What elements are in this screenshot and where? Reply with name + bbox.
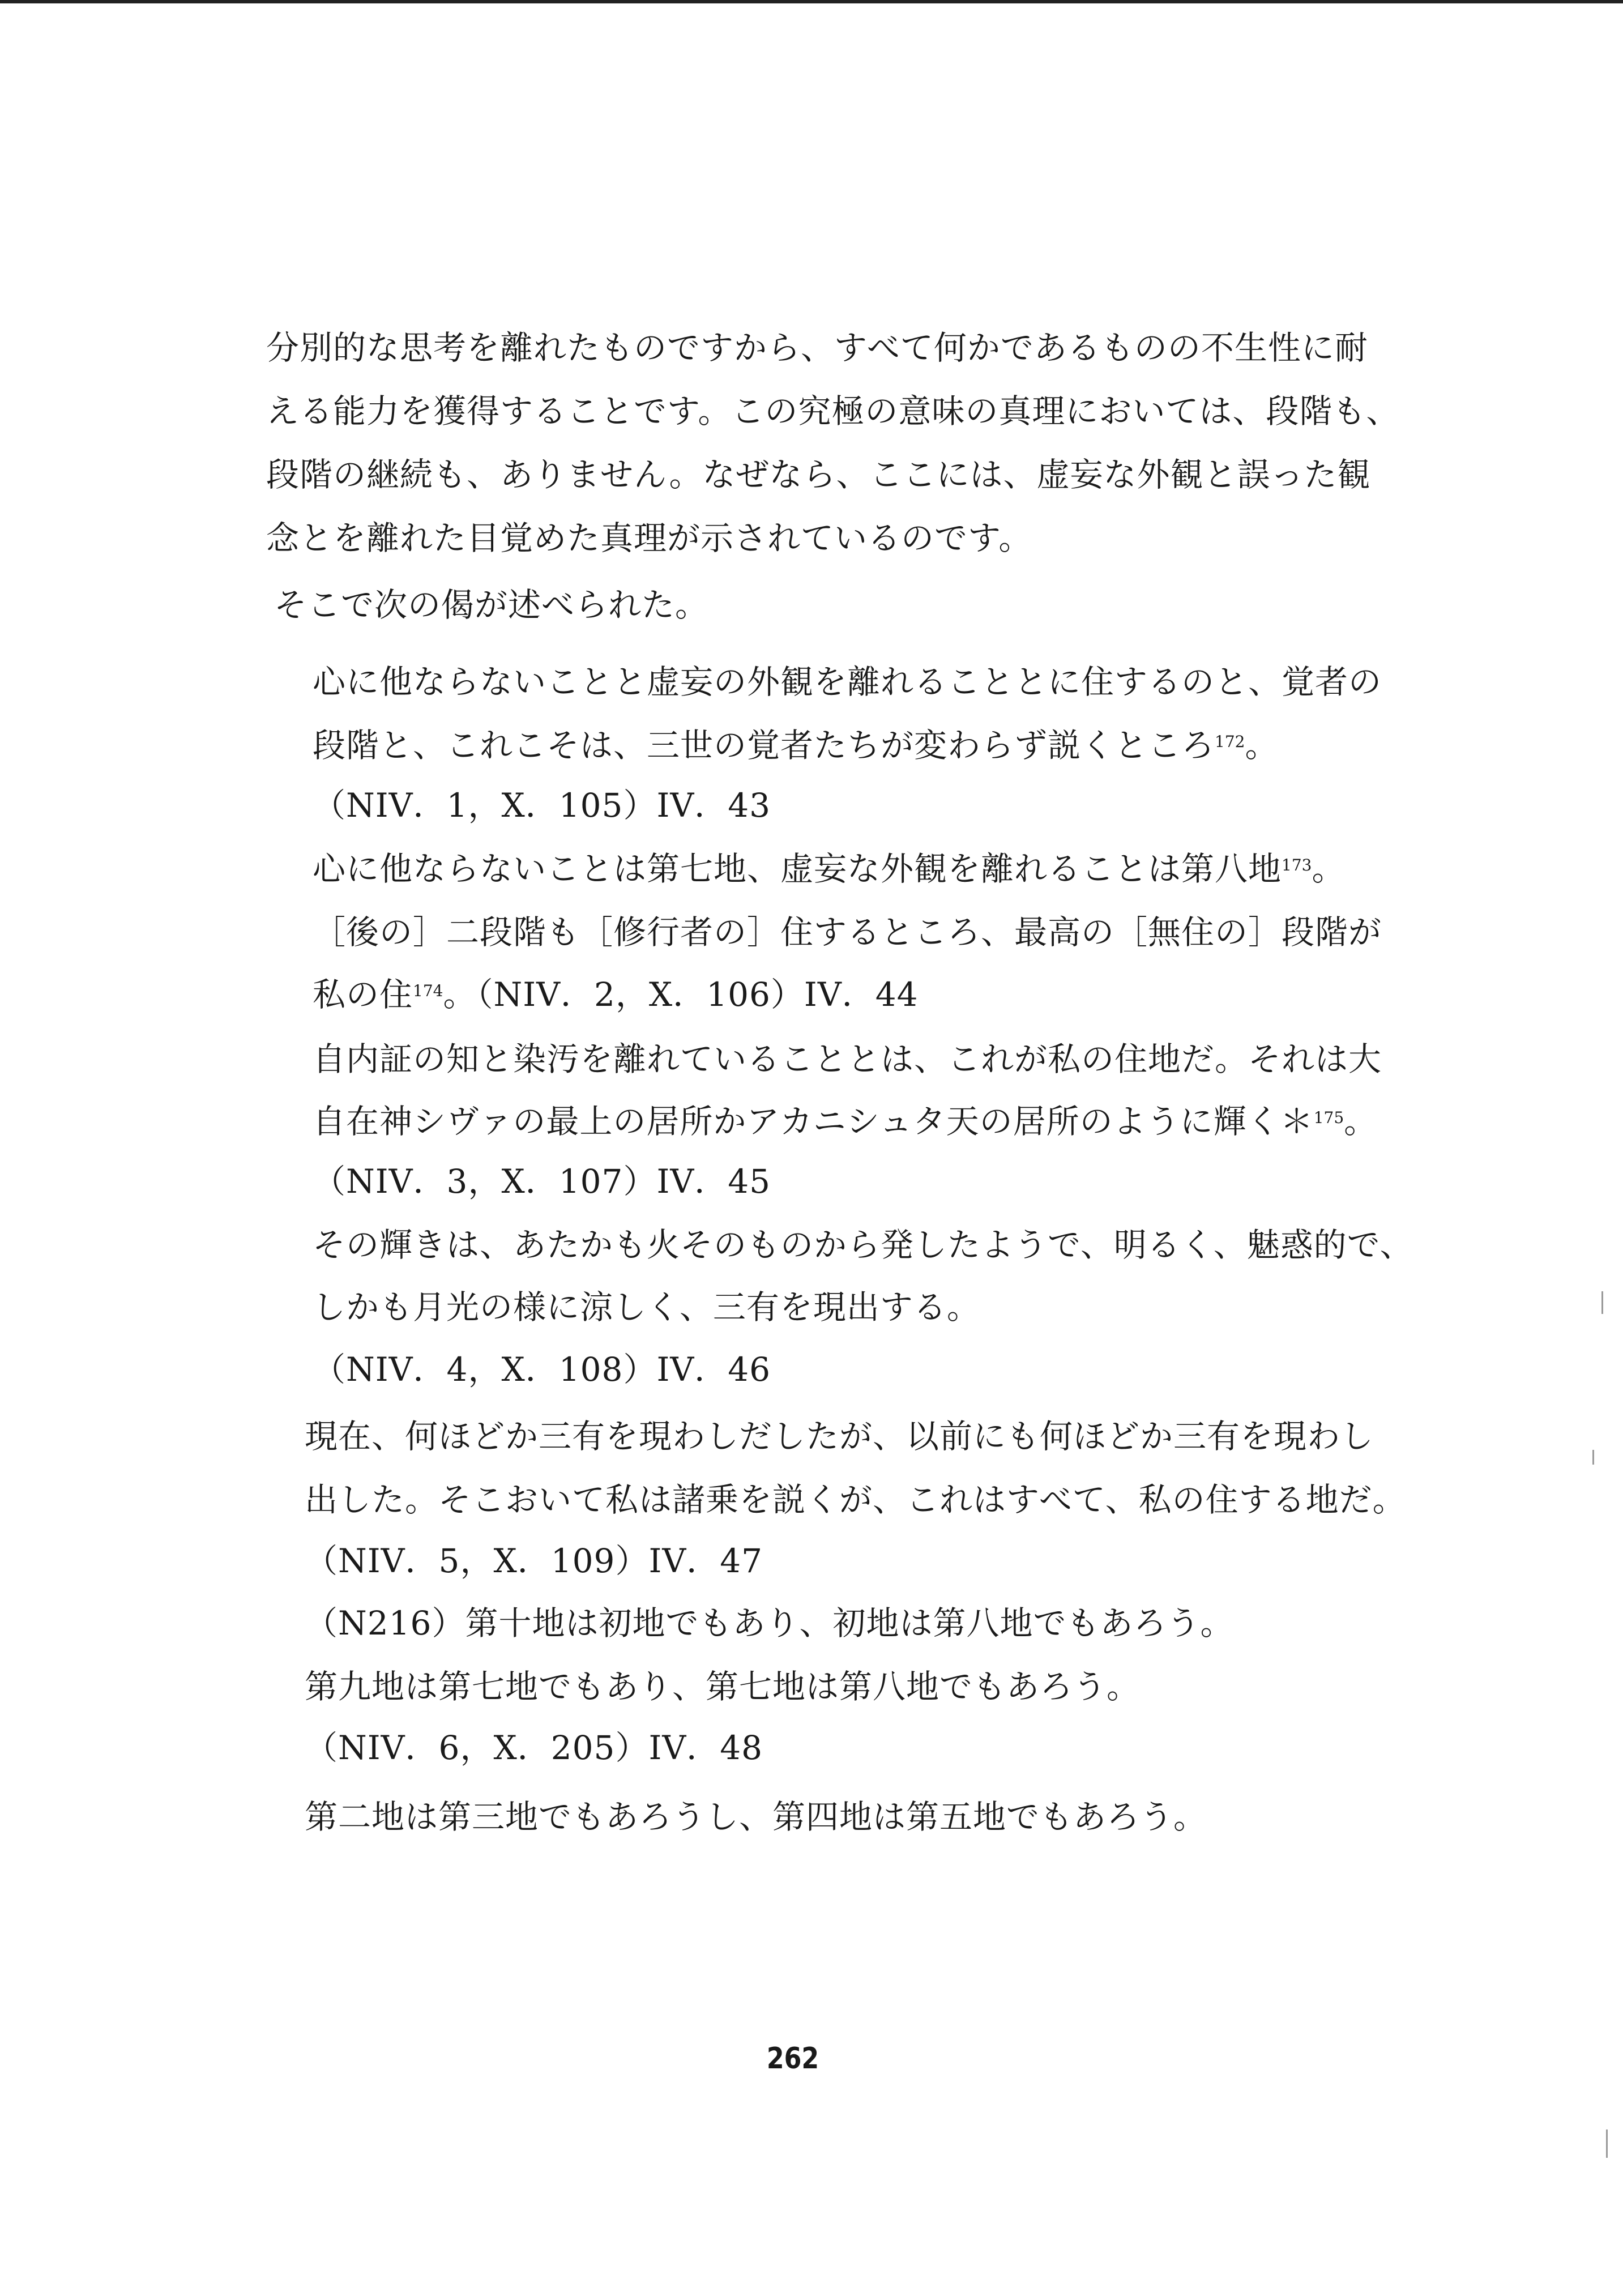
verse-6-line-1: （N216）第十地は初地でもあり、初地は第八地でもあろう。 bbox=[305, 1604, 1234, 1642]
verse-4-reference: （NIV．4，X．108）IV．46 bbox=[313, 1350, 771, 1389]
verse-3-line-2-text: 自在神シヴァの最上の居所かアカニシュタ天の居所のように輝く＊ bbox=[313, 1102, 1314, 1141]
verse-5-reference: （NIV．5，X．109）IV．47 bbox=[305, 1542, 763, 1580]
verse-2-line-1-end: 。 bbox=[1312, 850, 1346, 888]
footnote-marker-173: 173 bbox=[1282, 856, 1312, 874]
verse-2-line-1-text: 心に他ならないことは第七地、虚妄な外観を離れることは第八地 bbox=[313, 850, 1282, 888]
verse-3-reference: （NIV．3，X．107）IV．45 bbox=[313, 1162, 771, 1201]
verse-3-line-2-end: 。 bbox=[1344, 1102, 1378, 1141]
verse-3-line-1: 自内証の知と染汚を離れていることとは、これが私の住地だ。それは大 bbox=[313, 1040, 1382, 1078]
verse-5-line-1: 現在、何ほどか三有を現わしだしたが、以前にも何ほどか三有を現わし bbox=[305, 1417, 1374, 1456]
scan-speck-2 bbox=[1592, 1450, 1594, 1465]
verse-4-line-2: しかも月光の様に涼しく、三有を現出する。 bbox=[313, 1288, 980, 1326]
verse-7-line-1: 第二地は第三地でもあろうし、第四地は第五地でもあろう。 bbox=[305, 1798, 1207, 1836]
verse-5-line-2: 出した。そこおいて私は諸乗を説くが、これはすべて、私の住する地だ。 bbox=[305, 1480, 1406, 1519]
verse-6-reference: （NIV．6，X．205）IV．48 bbox=[305, 1729, 763, 1767]
verse-1-line-2-end: 。 bbox=[1245, 726, 1279, 765]
paragraph-line-1: 分別的な思考を離れたものですから、すべて何かであるものの不生性に耐 bbox=[266, 328, 1368, 367]
verse-3-line-2 bbox=[313, 1099, 1377, 1144]
verse-2-line-3-text: 私の住 bbox=[313, 975, 413, 1014]
verse-4-line-1: その輝きは、あたかも火そのものから発したようで、明るく、魅惑的で、 bbox=[313, 1226, 1413, 1264]
verse-6-line-2: 第九地は第七地でもあり、第七地は第八地でもあろう。 bbox=[305, 1667, 1141, 1706]
verse-1-line-1: 心に他ならないことと虚妄の外観を離れることとに住するのと、覚者の bbox=[313, 663, 1382, 701]
footnote-marker-175: 175 bbox=[1313, 1108, 1344, 1127]
paragraph-line-4: 念とを離れた目覚めた真理が示されているのです。 bbox=[266, 519, 1032, 557]
verse-intro: そこで次の偈が述べられた。 bbox=[274, 586, 709, 624]
paragraph-line-2: える能力を獲得することです。この究極の意味の真理においては、段階も、 bbox=[266, 392, 1400, 430]
verse-2-line-3 bbox=[313, 972, 919, 1017]
verse-2-line-1 bbox=[313, 846, 1345, 891]
verse-1-line-2-text: 段階と、これこそは、三世の覚者たちが変わらず説くところ bbox=[313, 726, 1215, 765]
paragraph-line-3: 段階の継続も、ありません。なぜなら、ここには、虚妄な外観と誤った観 bbox=[266, 455, 1371, 494]
verse-2-reference: 。（NIV．2，X．106）IV．44 bbox=[443, 975, 919, 1014]
verse-1-line-2 bbox=[313, 723, 1278, 768]
page-number: 262 bbox=[766, 2042, 819, 2076]
verse-2-line-2: ［後の］二段階も［修行者の］住するところ、最高の［無住の］段階が bbox=[313, 913, 1382, 951]
top-border-rule bbox=[0, 0, 1623, 3]
verse-1-reference: （NIV．1，X．105）IV．43 bbox=[313, 786, 771, 825]
footnote-marker-172: 172 bbox=[1215, 732, 1245, 751]
scan-speck-3 bbox=[1606, 2129, 1608, 2158]
scan-speck-1 bbox=[1601, 1291, 1603, 1314]
footnote-marker-174: 174 bbox=[413, 981, 443, 1000]
